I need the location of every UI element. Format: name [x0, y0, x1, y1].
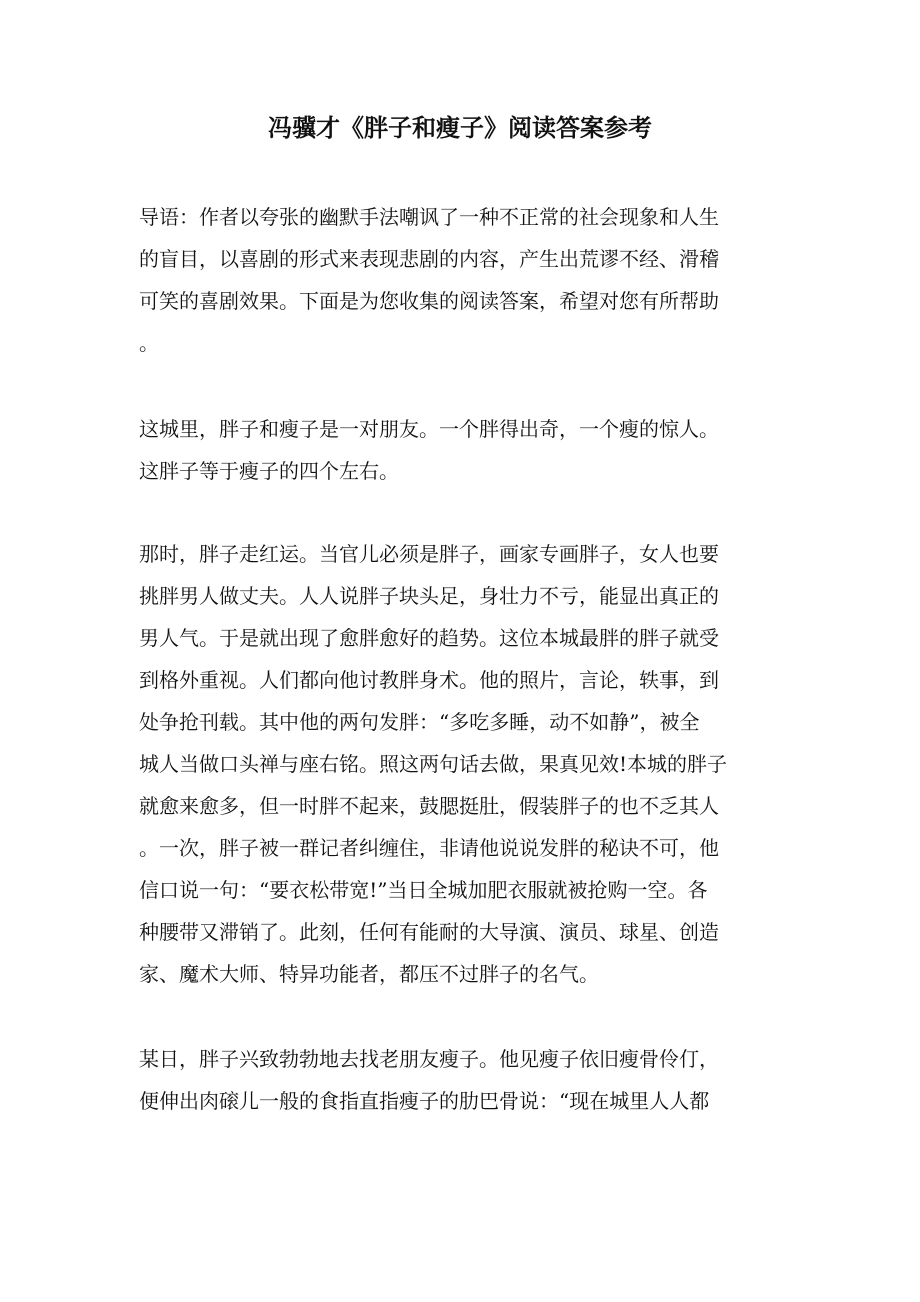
text-line: 便伸出肉磙儿一般的食指直指瘦子的肋巴骨说：“现在城里人人都	[139, 1089, 710, 1113]
page-title: 冯骥才《胖子和瘦子》阅读答案参考	[268, 113, 652, 142]
text-line: 家、魔术大师、特异功能者，都压不过胖子的名气。	[139, 962, 599, 986]
text-line: 城人当做口头禅与座右铭。照这两句话去做，果真见效!本城的胖子	[139, 752, 728, 776]
text-line: 导语：作者以夸张的幽默手法嘲讽了一种不正常的社会现象和人生	[139, 205, 719, 229]
text-line: 种腰带又滞销了。此刻，任何有能耐的大导演、演员、球星、创造	[139, 920, 719, 944]
text-line: 可笑的喜剧效果。下面是为您收集的阅读答案，希望对您有所帮助	[139, 289, 719, 313]
paragraph-visit	[139, 1038, 781, 1122]
text-line: 信口说一句：“要衣松带宽!”当日全城加肥衣服就被抢购一空。各	[139, 878, 708, 902]
text-line: 的盲目，以喜剧的形式来表现悲剧的内容，产生出荒谬不经、滑稽	[139, 247, 719, 271]
text-line: 。一次，胖子被一群记者纠缠住，非请他说说发胖的秘诀不可，他	[139, 836, 719, 860]
text-line: 。	[139, 331, 159, 355]
text-line: 这胖子等于瘦子的四个左右。	[139, 459, 399, 483]
paragraph-fat-fortune	[139, 533, 781, 995]
paragraph-friends	[139, 408, 781, 492]
text-line: 某日，胖子兴致勃勃地去找老朋友瘦子。他见瘦子依旧瘦骨伶仃，	[139, 1047, 719, 1071]
paragraph-intro	[139, 196, 781, 364]
text-line: 那时，胖子走红运。当官儿必须是胖子，画家专画胖子，女人也要	[139, 542, 719, 566]
text-line: 到格外重视。人们都向他讨教胖身术。他的照片，言论，轶事，到	[139, 668, 719, 692]
text-line: 就愈来愈多，但一时胖不起来，鼓腮挺肚，假装胖子的也不乏其人	[139, 794, 719, 818]
text-line: 挑胖男人做丈夫。人人说胖子块头足，身壮力不亏，能显出真正的	[139, 584, 719, 608]
text-line: 这城里，胖子和瘦子是一对朋友。一个胖得出奇，一个瘦的惊人。	[139, 417, 719, 441]
text-line: 男人气。于是就出现了愈胖愈好的趋势。这位本城最胖的胖子就受	[139, 626, 719, 650]
text-line: 处争抢刊载。其中他的两句发胖：“多吃多睡，动不如静”，被全	[139, 710, 700, 734]
